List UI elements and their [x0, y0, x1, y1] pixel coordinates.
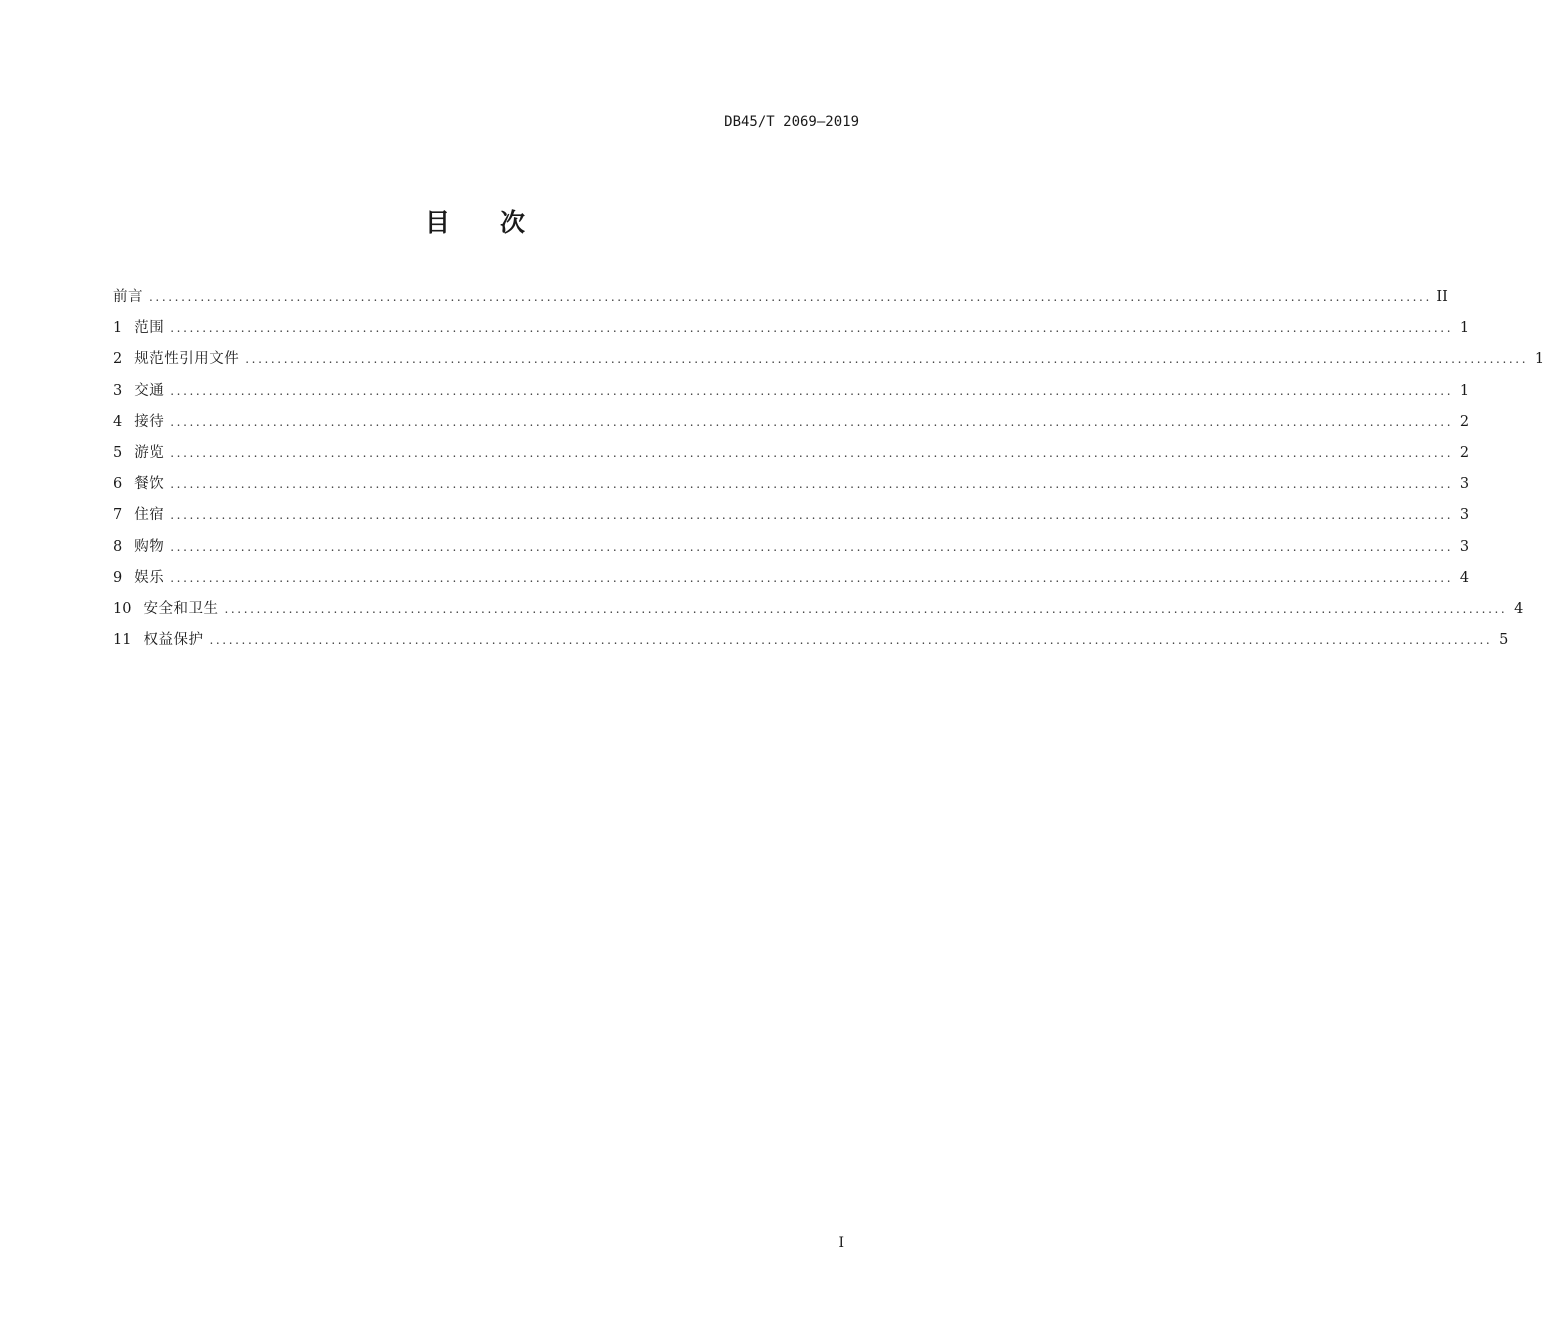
toc-entry-number: 10 — [113, 600, 132, 617]
toc-title-part1: 目 — [424, 208, 450, 237]
toc-entry-8[interactable] — [113, 536, 1470, 567]
toc-entry-3[interactable] — [113, 380, 1470, 411]
toc-entry-1[interactable] — [113, 317, 1470, 348]
toc-entry-page: 2 — [1459, 413, 1470, 430]
toc-leader-dots: ........................................................................................................................................................................................................ — [170, 539, 1454, 554]
toc-leader-dots: ........................................................................................................................................................................................................ — [170, 445, 1454, 460]
toc-entry-label: 住宿 — [134, 507, 165, 524]
toc-leader-dots: ........................................................................................................................................................................................................ — [209, 633, 1493, 648]
toc-leader-dots: ........................................................................................................................................................................................................ — [170, 383, 1454, 398]
toc-entry-label: 前言 — [113, 289, 143, 305]
toc-entry-number: 5 — [113, 444, 123, 461]
toc-leader-dots: ........................................................................................................................................................................................................ — [245, 352, 1529, 367]
toc-entry-page: 3 — [1459, 476, 1470, 493]
toc-entry-page: II — [1436, 289, 1448, 305]
toc-entry-number: 4 — [113, 413, 123, 430]
toc-leader-dots: ........................................................................................................................................................................................................ — [170, 508, 1454, 523]
toc-entry-label: 交通 — [134, 382, 165, 399]
toc-entry-page: 2 — [1459, 444, 1470, 461]
toc-entry-label: 餐饮 — [134, 476, 165, 493]
toc-entry-label: 接待 — [134, 413, 165, 430]
toc-entry-page: 1 — [1459, 382, 1470, 399]
toc-entry-page: 1 — [1534, 351, 1544, 368]
toc-entry-number: 6 — [113, 476, 123, 493]
toc-entry-page: 1 — [1459, 320, 1470, 337]
toc-entry-label: 安全和卫生 — [143, 600, 219, 617]
toc-leader-dots: ........................................................................................................................................................................................................ — [170, 477, 1454, 492]
toc-leader-dots: ........................................................................................................................................................................................................ — [170, 570, 1454, 585]
toc-leader-dots: ........................................................................................................................................................................................................ — [170, 414, 1454, 429]
toc-entry-foreword[interactable] — [113, 286, 1448, 317]
toc-entry-label: 权益保护 — [143, 632, 204, 649]
toc-entry-11[interactable] — [113, 629, 1509, 660]
toc-entry-number: 2 — [113, 351, 123, 368]
toc-entry-number: 9 — [113, 569, 123, 586]
toc-entry-number: 11 — [113, 632, 132, 649]
toc-entry-label: 游览 — [134, 444, 165, 461]
toc-entry-6[interactable] — [113, 473, 1470, 504]
toc-entry-page: 4 — [1514, 600, 1524, 617]
toc-entry-page: 4 — [1459, 569, 1470, 586]
document-code: DB45/T 2069—2019 — [724, 114, 859, 130]
toc-entry-page: 5 — [1499, 632, 1509, 649]
toc-entry-label: 范围 — [134, 320, 165, 337]
toc-entry-label: 娱乐 — [134, 569, 165, 586]
toc-title-part2: 次 — [500, 208, 526, 237]
toc-entry-10[interactable] — [113, 598, 1524, 629]
toc-entry-number: 8 — [113, 538, 123, 555]
toc-entry-number: 7 — [113, 507, 123, 524]
toc-entry-2[interactable] — [113, 348, 1544, 379]
toc-entry-7[interactable] — [113, 504, 1470, 535]
toc-entry-4[interactable] — [113, 411, 1470, 442]
toc-entry-page: 3 — [1459, 507, 1470, 524]
toc-entry-9[interactable] — [113, 567, 1470, 598]
toc-leader-dots: ........................................................................................................................................................................................................ — [170, 321, 1454, 336]
toc-entry-page: 3 — [1459, 538, 1470, 555]
toc-list — [113, 286, 1544, 660]
toc-entry-label: 购物 — [134, 538, 165, 555]
toc-leader-dots: ........................................................................................................................................................................................................ — [224, 601, 1508, 616]
toc-entry-number: 1 — [113, 320, 123, 337]
toc-leader-dots: ........................................................................................................................................................................................................ — [149, 290, 1432, 304]
toc-entry-number: 3 — [113, 382, 123, 399]
page-number: I — [838, 1235, 844, 1251]
toc-entry-label: 规范性引用文件 — [134, 351, 240, 368]
toc-entry-5[interactable] — [113, 442, 1470, 473]
toc-title — [0, 203, 950, 239]
